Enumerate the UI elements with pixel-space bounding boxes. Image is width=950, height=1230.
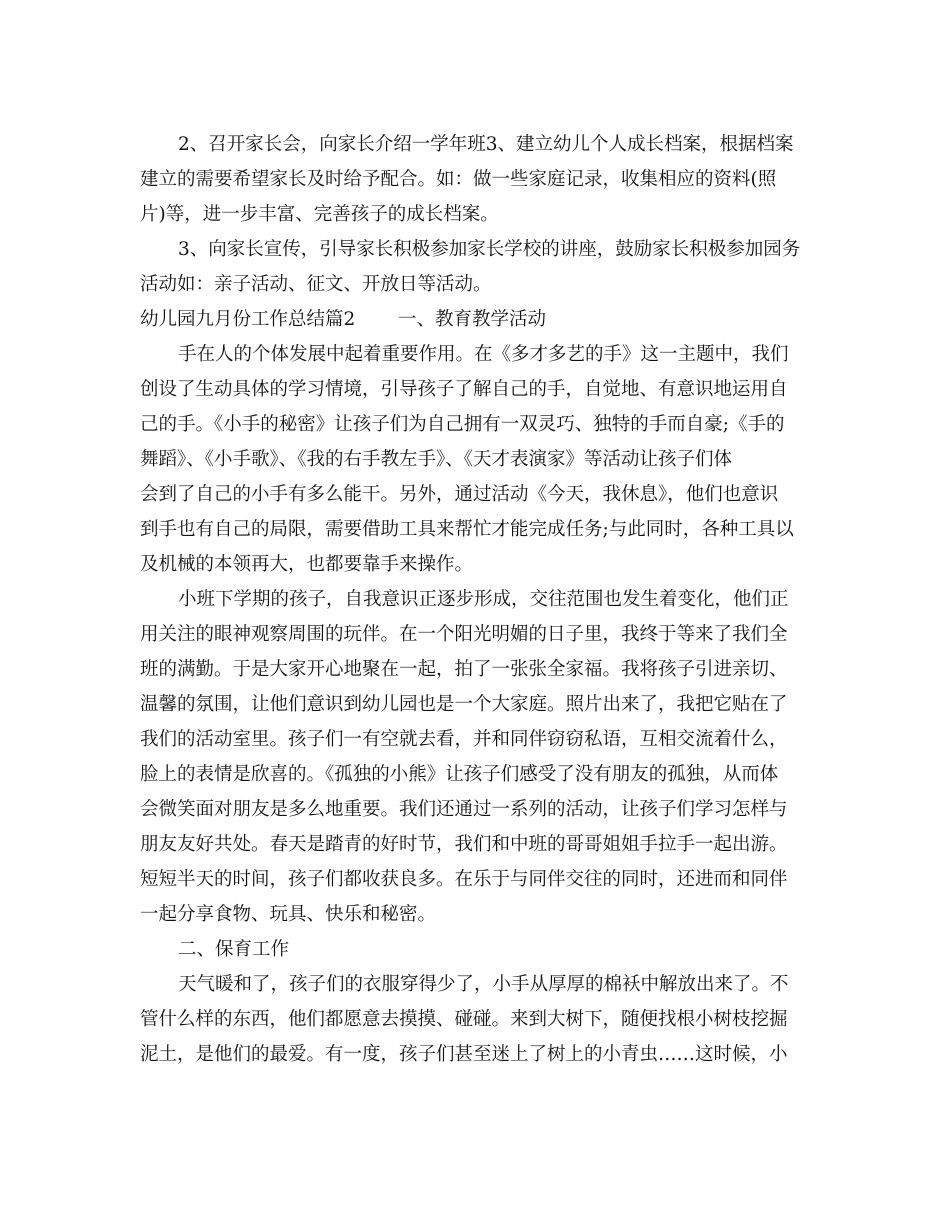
document-page: 2、召开家长会，向家长介绍一学年班3、建立幼儿个人成长档案，根据档案 建立的需要希望家长及时给予配合。如：做一些家庭记录，收集相应的资料(照 片)等，进一步丰富、完善孩子的成长档案。 3、向家长宣传，引导家长积极参加家长学校的讲座，鼓励家长积极参加园务 活动如：亲子活动、征文、开放日等活动。 幼儿园九月份工作总结篇2 一、教育教学活动 手在人的个体发展中起着重要作用。在《多才多艺的手》这一主题中，我们 创设了生动具体的学习情境，引导孩子了解自己的手，自觉地、有意识地运用自 己的手。《小手的秘密》让孩子们为自己拥有一双灵巧、独特的手而自豪;《手的 舞蹈》、《小手歌》、《我的右手教左手》、《天才表演家》等活动让孩子们体 会到了自己的小手有多么能干。另外，通过活动《今天，我休息》，他们也意识 到手也有自己的局限，需要借助工具来帮忙才能完成任务;与此同时，各种工具以 及机械的本领再大，也都要靠手来操作。 小班下学期的孩子，自我意识正逐步形成，交往范围也发生着变化，他们正 用关注的眼神观察周围的玩伴。在一个阳光明媚的日子里，我终于等来了我们全 班的满勤。于是大家开心地聚在一起，拍了一张张全家福。我将孩子引进亲切、 温馨的氛围，让他们意识到幼儿园也是一个大家庭。照片出来了，我把它贴在了 我们的活动室里。孩子们一有空就去看，并和同伴窃窃私语，互相交流着什么， 脸上的表情是欣喜的。《孤独的小熊》让孩子们感受了没有朋友的孤独，从而体 会微笑面对朋友是多么地重要。我们还通过一系列的活动，让孩子们学习怎样与 朋友友好共处。春天是踏青的好时节，我们和中班的哥哥姐姐手拉手一起出游。 短短半天的时间，孩子们都收获良多。在乐于与同伴交往的同时，还进而和同伴 一起分享食物、玩具、快乐和秘密。 二、保育工作 天气暖和了，孩子们的衣服穿得少了，小手从厚厚的棉袄中解放出来了。不 管什么样的东西，他们都愿意去摸摸、碰碰。来到大树下，随便找根小树枝挖掘 泥土，是他们的最爱。有一度，孩子们甚至迷上了树上的小青虫……这时候，小	[140, 134, 801, 1065]
section-heading: 一、教育教学活动	[398, 309, 547, 330]
article-title: 幼儿园九月份工作总结篇2	[140, 309, 356, 330]
section-heading: 二、保育工作	[178, 939, 290, 960]
